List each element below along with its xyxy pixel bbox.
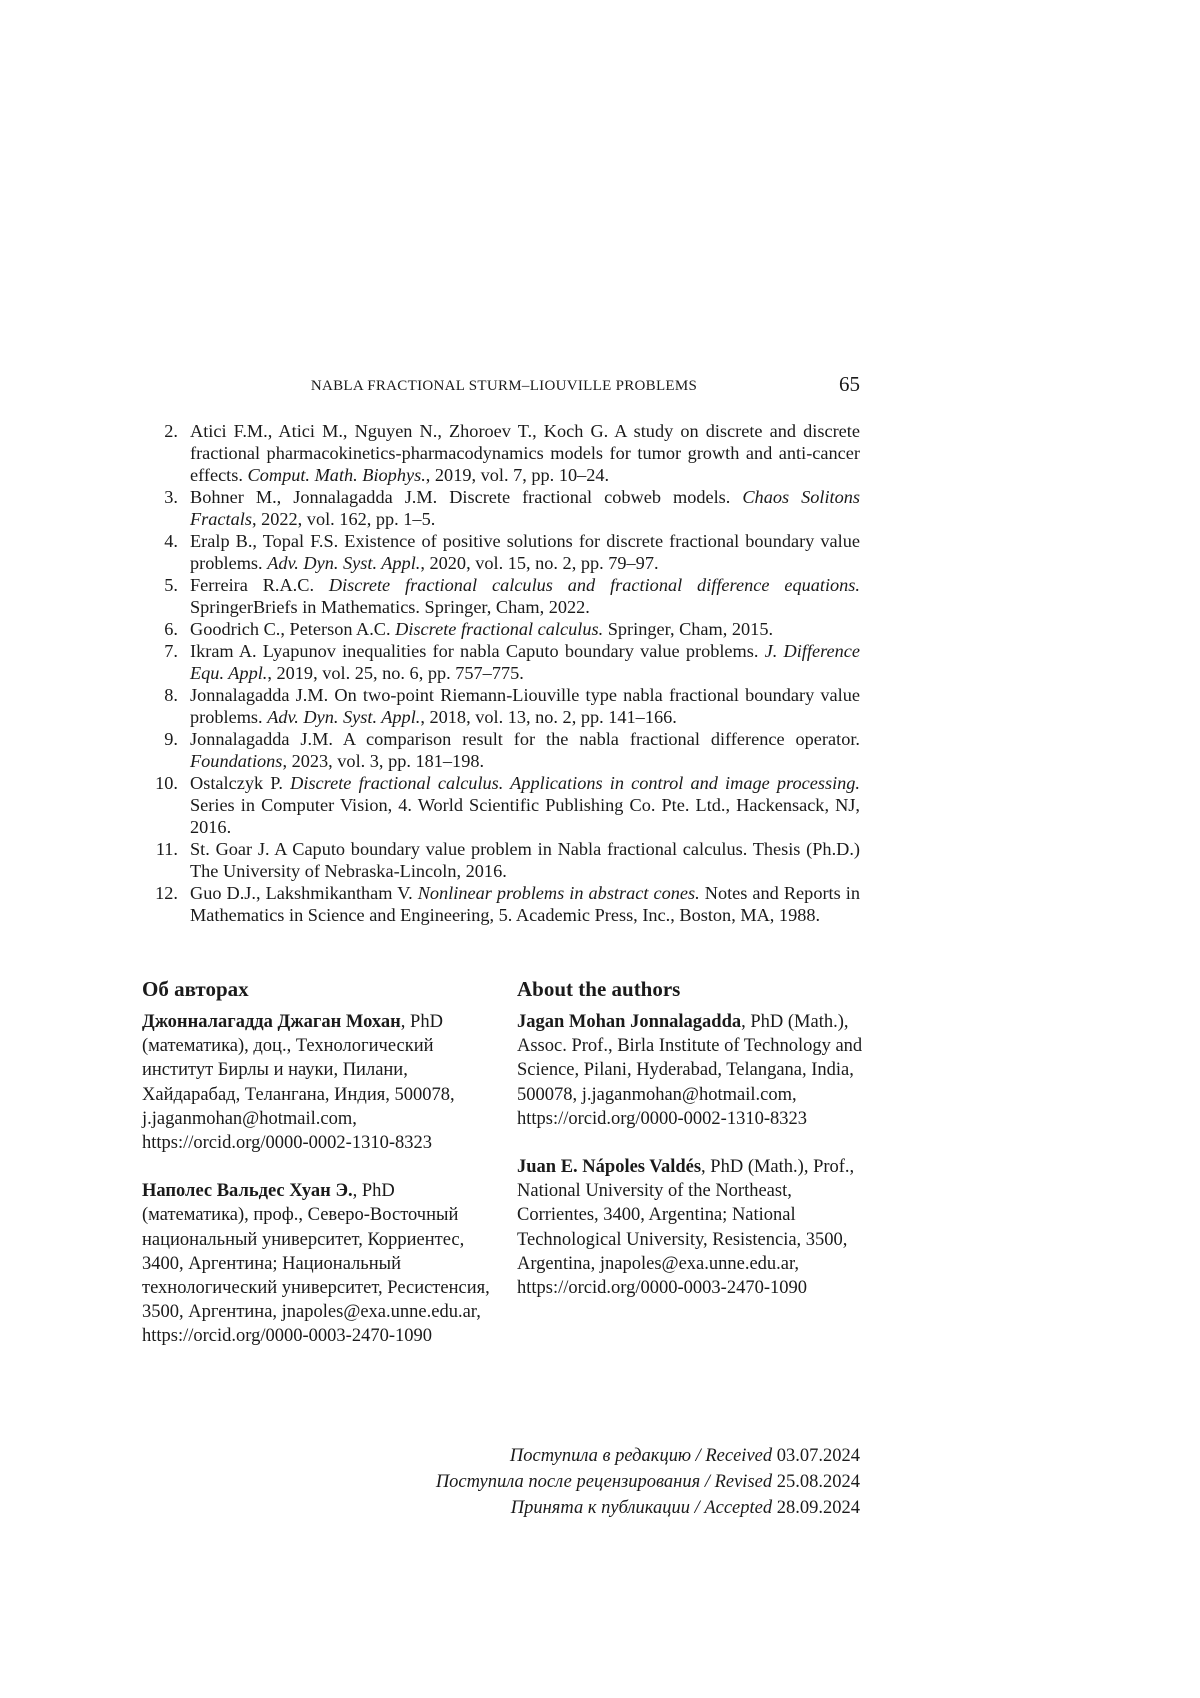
author-entry — [142, 1179, 492, 1348]
reference-text — [190, 772, 860, 838]
reference-text — [190, 728, 860, 772]
date-value: 28.09.2024 — [776, 1498, 860, 1518]
reference-source: J. Difference Equ. Appl. — [190, 641, 860, 683]
author-details: , PhD (Math.), Prof., National University of the Northeast, Corrientes, 3400, Argentina; National Technological University, Resistencia, 3500, Argentina, jnapoles@exa.unne.edu.ar, https://orcid.org/0000-0003-2470-1090 — [517, 1157, 855, 1299]
reference-number: 7. — [164, 641, 178, 661]
author-name: Наполес Вальдес Хуан Э. — [142, 1181, 353, 1202]
reference-source: Discrete fractional calculus and fractional difference equations. — [328, 575, 860, 595]
reference-item — [148, 618, 860, 640]
author-name: Jagan Mohan Jonnalagadda — [517, 1012, 742, 1032]
reference-details: , 2020, vol. 15, no. 2, pp. 79–97. — [420, 553, 659, 573]
author-name: Джонналагадда Джаган Мохан — [142, 1012, 401, 1032]
author-details: , PhD (математика), проф., Северо-Восточный национальный университет, Корриентес, 3400, Аргентина; Национальный технологический университет, Ресистенсия, 3500, Аргентина, jnapoles@exa.unne.edu.ar, https://orcid.org/0000-0003-2470-1090 — [142, 1181, 490, 1347]
reference-details: SpringerBriefs in Mathematics. Springer, Cham, 2022. — [190, 597, 590, 617]
date-received — [436, 1443, 860, 1469]
reference-authors-title: Ostalczyk P. — [190, 773, 291, 793]
reference-text — [190, 618, 860, 640]
reference-item — [148, 640, 860, 684]
authors-column-english — [517, 976, 867, 1324]
submission-dates — [436, 1443, 860, 1521]
author-name: Juan E. Nápoles Valdés — [517, 1157, 702, 1178]
reference-source: Adv. Dyn. Syst. Appl. — [267, 553, 421, 573]
reference-authors-title: Ferreira R.A.C. — [190, 575, 329, 595]
running-header — [148, 372, 860, 402]
reference-authors-title: Bohner M., Jonnalagadda J.M. Discrete fractional cobweb models. — [190, 487, 743, 507]
reference-number: 4. — [164, 531, 178, 551]
reference-details: , 2023, vol. 3, pp. 181–198. — [282, 751, 485, 771]
date-value: 03.07.2024 — [776, 1446, 860, 1466]
page-number: 65 — [839, 372, 860, 396]
reference-item — [148, 772, 860, 838]
reference-authors-title: Jonnalagadda J.M. A comparison result for the nabla fractional difference operator. — [190, 729, 860, 749]
reference-details: , 2019, vol. 7, pp. 10–24. — [425, 465, 610, 485]
reference-item — [148, 838, 860, 882]
author-entry — [142, 1010, 492, 1155]
reference-item — [148, 530, 860, 574]
reference-number: 11. — [155, 839, 178, 859]
author-entry — [517, 1155, 867, 1300]
reference-source: Discrete fractional calculus. Applications in control and image processing. — [290, 773, 860, 793]
date-label: Принята к публикации / Accepted — [510, 1498, 773, 1518]
reference-details: , 2022, vol. 162, pp. 1–5. — [251, 509, 436, 529]
reference-item — [148, 574, 860, 618]
reference-item — [148, 420, 860, 486]
reference-number: 8. — [164, 685, 178, 705]
reference-text — [190, 420, 860, 486]
reference-number: 5. — [164, 575, 178, 595]
authors-heading-russian: Об авторах — [142, 977, 249, 1001]
reference-source: Foundations — [190, 751, 283, 771]
reference-text — [190, 640, 860, 684]
reference-authors-title: Jonnalagadda J.M. On two-point Riemann-Liouville type nabla fractional boundary value problems. — [190, 685, 860, 727]
reference-authors-title: Guo D.J., Lakshmikantham V. — [190, 883, 418, 903]
reference-number: 2. — [164, 421, 178, 441]
reference-text — [190, 486, 860, 530]
running-title: NABLA FRACTIONAL STURM–LIOUVILLE PROBLEMS — [310, 378, 698, 394]
reference-text — [190, 684, 860, 728]
reference-number: 6. — [164, 619, 178, 639]
reference-source: Discrete fractional calculus. — [395, 619, 604, 639]
date-value: 25.08.2024 — [776, 1472, 860, 1492]
reference-item — [148, 684, 860, 728]
reference-number: 12. — [155, 883, 178, 903]
reference-details: Notes and Reports in Mathematics in Science and Engineering, 5. Academic Press, Inc., Boston, MA, 1988. — [190, 883, 860, 925]
reference-authors-title: Goodrich C., Peterson A.C. — [190, 619, 396, 639]
date-label: Поступила после рецензирования / Revised — [435, 1472, 773, 1492]
reference-item — [148, 728, 860, 772]
reference-number: 9. — [164, 729, 178, 749]
reference-authors-title: Eralp B., Topal F.S. Existence of positive solutions for discrete fractional boundary value problems. — [190, 531, 860, 573]
reference-text — [190, 838, 860, 882]
reference-number: 3. — [164, 487, 178, 507]
reference-details: Springer, Cham, 2015. — [603, 619, 774, 639]
authors-heading-english: About the authors — [517, 977, 681, 1001]
date-accepted — [436, 1495, 860, 1521]
reference-details: Series in Computer Vision, 4. World Scientific Publishing Co. Pte. Ltd., Hackensack, NJ, 2016. — [190, 795, 860, 837]
reference-source: Chaos Solitons Fractals — [190, 487, 860, 529]
author-details: , PhD (математика), доц., Технологический институт Бирлы и науки, Пилани, Хайдарабад, Телангана, Индия, 500078, j.jaganmohan@hotmail.com, https://orcid.org/0000-0002-1310-8323 — [142, 1012, 455, 1154]
date-revised — [436, 1469, 860, 1495]
author-details: , PhD (Math.), Assoc. Prof., Birla Institute of Technology and Science, Pilani, Hyderabad, Telangana, India, 500078, j.jaganmohan@hotmail.com, https://orcid.org/0000-0002-1310-8323 — [517, 1012, 863, 1129]
reference-authors-title: Ikram A. Lyapunov inequalities for nabla Caputo boundary value problems. — [190, 641, 765, 661]
author-entry — [517, 1010, 867, 1131]
reference-text — [190, 882, 860, 926]
reference-number: 10. — [155, 773, 178, 793]
reference-authors-title: Atici F.M., Atici M., Nguyen N., Zhoroev T., Koch G. A study on discrete and discrete fractional pharmacokinetics-pharmacodynamics models for tumor growth and anti-cancer effects. — [190, 421, 860, 485]
date-label: Поступила в редакцию / Received — [509, 1446, 773, 1466]
reference-details: , 2018, vol. 13, no. 2, pp. 141–166. — [420, 707, 677, 727]
reference-item — [148, 882, 860, 926]
reference-details: , 2019, vol. 25, no. 6, pp. 757–775. — [267, 663, 524, 683]
reference-source: Comput. Math. Biophys. — [247, 465, 426, 485]
reference-text — [190, 574, 860, 618]
reference-source: Nonlinear problems in abstract cones. — [417, 883, 700, 903]
reference-source: Adv. Dyn. Syst. Appl. — [267, 707, 421, 727]
reference-authors-title: St. Goar J. A Caputo boundary value problem in Nabla fractional calculus. Thesis (Ph.D.) The University of Nebraska-Lincoln, 2016. — [190, 839, 860, 881]
authors-column-russian — [142, 976, 492, 1373]
reference-item — [148, 486, 860, 530]
reference-text — [190, 530, 860, 574]
reference-list — [148, 420, 860, 926]
